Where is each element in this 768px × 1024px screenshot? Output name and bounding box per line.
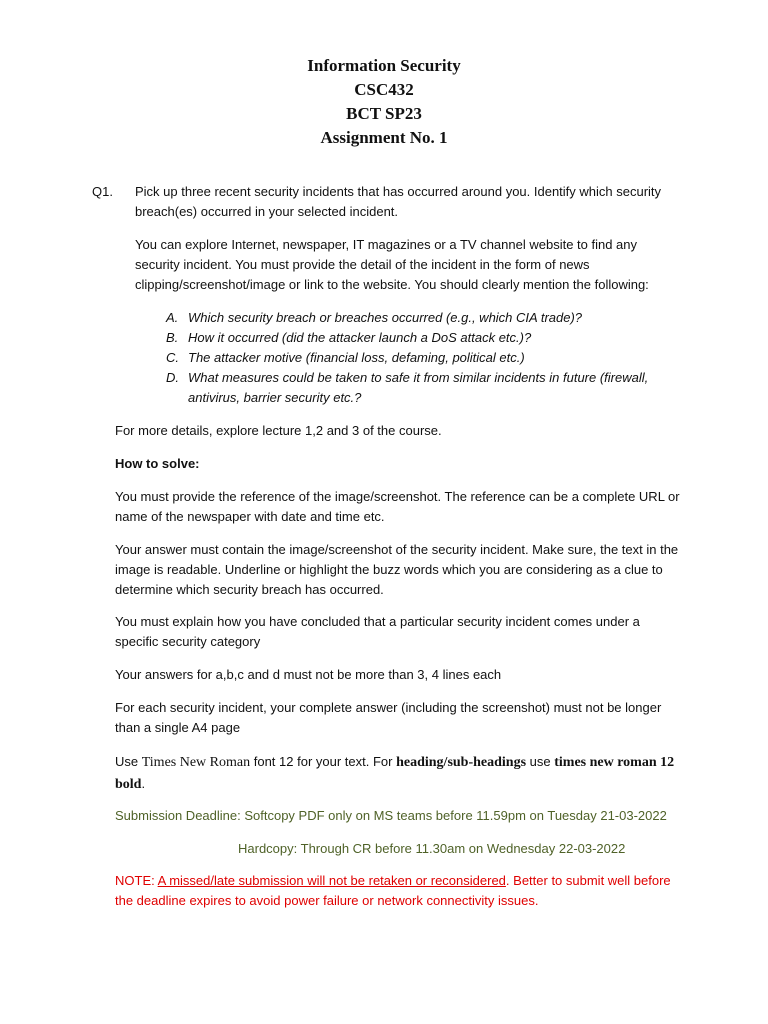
question-intro: Pick up three recent security incidents that has occurred around you. Identify which security breach(es) occurred in your selected incident. [135,184,662,219]
font-use-text: Use [115,754,142,769]
class-section: BCT SP23 [346,104,422,123]
question-list [166,308,666,408]
list-text: How it occurred (did the attacker launch a DoS attack etc.)? [188,330,532,345]
list-letter: C. [166,350,179,365]
font-use2-text: use [526,754,555,769]
list-text: Which security breach or breaches occurred (e.g., which CIA trade)? [188,310,583,325]
list-item [166,348,666,368]
how-to-solve-heading: How to solve: [115,456,200,471]
list-text: What measures could be taken to safe it from similar incidents in future (firewall, antivirus, barrier security etc.? [188,370,649,405]
softcopy-deadline: Submission Deadline: Softcopy PDF only on MS teams before 11.59pm on Tuesday 21-03-2022 [115,808,667,823]
list-item [166,368,666,408]
list-letter: D. [166,370,179,385]
list-letter: A. [166,310,179,325]
late-submission-note [115,871,685,911]
font-end-text: . [141,776,146,791]
course-title: Information Security [307,56,461,75]
explain-text: You must explain how you have concluded that a particular security incident comes under a specific security category [115,614,640,649]
font-instruction [115,751,685,795]
note-prefix: NOTE: [115,873,158,888]
note-underlined: A missed/late submission will not be retaken or reconsidered [157,873,506,888]
lines-limit-text: Your answers for a,b,c and d must not be more than 3, 4 lines each [115,667,502,682]
list-text: The attacker motive (financial loss, defaming, political etc.) [188,350,525,365]
answer-image-text: Your answer must contain the image/screenshot of the security incident. Make sure, the text in the image is readable. Underline or highlight the buzz words which you are considering as a clue to determine which security breach has occurred. [115,542,679,597]
reference-text: You must provide the reference of the image/screenshot. The reference can be a complete URL or name of the newspaper with date and time etc. [115,489,680,524]
list-item [166,308,666,328]
question-explore: You can explore Internet, newspaper, IT magazines or a TV channel website to find any security incident. You must provide the detail of the incident in the form of news clipping/screenshot/image or link to the website. You should clearly mention the following: [135,237,649,292]
font-size-text: font 12 [250,754,294,769]
note-suffix: . Better to submit well before the deadline expires to avoid power failure or network connectivity issues. [115,873,671,908]
font-heading-style-text: times new roman 12 bold [115,755,675,792]
font-heading-text: heading/sub-headings [396,755,527,770]
list-item [166,328,666,348]
font-rest-text: for your text. For [293,754,397,769]
more-details-text: For more details, explore lecture 1,2 and 3 of the course. [115,423,442,438]
document-title [0,54,768,150]
page-limit-text: For each security incident, your complete answer (including the screenshot) must not be longer than a single A4 page [115,700,662,735]
course-code: CSC432 [354,80,414,99]
hardcopy-deadline: Hardcopy: Through CR before 11.30am on Wednesday 22-03-2022 [238,841,626,856]
assignment-number: Assignment No. 1 [320,128,448,147]
font-name-text: Times New Roman [141,755,251,770]
list-letter: B. [166,330,179,345]
question-number: Q1. [92,184,113,199]
